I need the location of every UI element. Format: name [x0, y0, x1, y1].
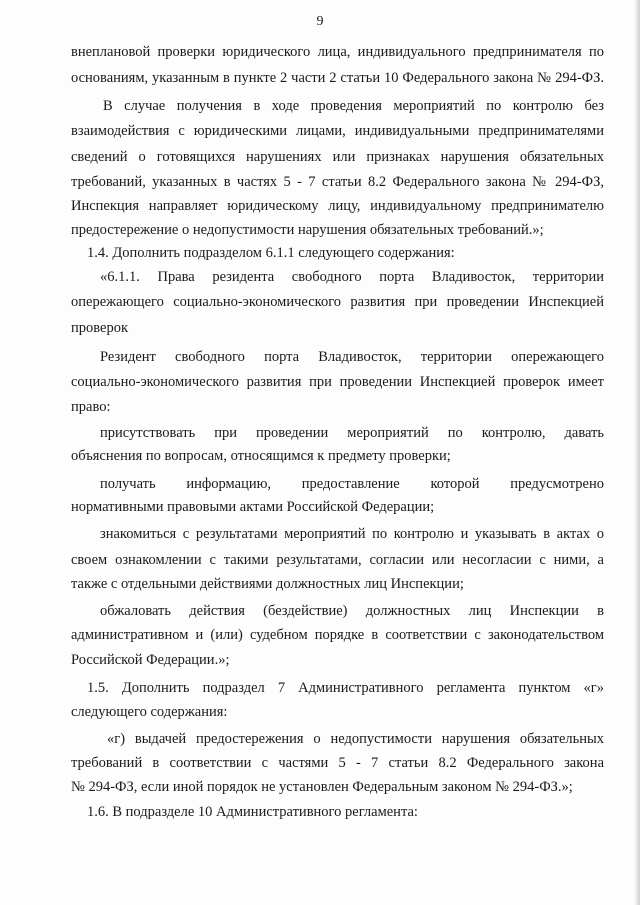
text-line: также с отдельными действиями должностных лиц Инспекции;	[71, 576, 464, 592]
text-line: 1.6. В подразделе 10 Административного регламента:	[87, 804, 418, 820]
text-line: знакомиться с результатами мероприятий по контролю и указывать в актах о	[100, 526, 604, 542]
text-line: получать информацию, предоставление которой предусмотрено	[100, 476, 604, 492]
text-line: внеплановой проверки юридического лица, индивидуального предпринимателя по	[71, 44, 604, 60]
text-line: № 294-ФЗ, если иной порядок не установлен Федеральным законом № 294-ФЗ.»;	[71, 779, 573, 795]
text-line: «6.1.1. Права резидента свободного порта Владивосток, территории	[100, 269, 604, 285]
text-line: своем ознакомлении с такими результатами, согласии или несогласии с ними, а	[71, 552, 604, 568]
text-line: «г) выдачей предостережения о недопустимости нарушения обязательных	[107, 731, 604, 747]
text-line: предостережение о недопустимости нарушения обязательных требований.»;	[71, 222, 544, 238]
text-line: следующего содержания:	[71, 704, 228, 720]
text-line: проверок	[71, 320, 129, 336]
text-line: В случае получения в ходе проведения мероприятий по контролю без	[103, 98, 604, 114]
text-line: требований, указанных в частях 5 - 7 статьи 8.2 Федерального закона № 294-ФЗ,	[71, 174, 604, 190]
text-line: опережающего социально-экономического развития при проведении Инспекцией	[71, 294, 604, 310]
text-line: право:	[71, 399, 111, 415]
text-line: нормативными правовыми актами Российской Федерации;	[71, 499, 435, 515]
text-line: Резидент свободного порта Владивосток, территории опережающего	[100, 349, 604, 365]
text-line: обжаловать действия (бездействие) должностных лиц Инспекции в	[100, 603, 604, 619]
page-number: 9	[316, 14, 324, 29]
text-line: основаниям, указанным в пункте 2 части 2 статьи 10 Федерального закона № 294-ФЗ.	[71, 70, 604, 86]
text-line: 1.5. Дополнить подраздел 7 Административного регламента пунктом «г»	[87, 680, 604, 696]
text-line: Российской Федерации.»;	[71, 652, 230, 668]
text-line: объяснения по вопросам, относящимся к предмету проверки;	[71, 448, 451, 464]
text-line: сведений о готовящихся нарушениях или признаках нарушения обязательных	[71, 149, 604, 165]
text-line: взаимодействия с юридическими лицами, индивидуальными предпринимателями	[71, 123, 604, 139]
text-line: административном и (или) судебном порядке в соответствии с законодательством	[71, 627, 604, 643]
text-line: присутствовать при проведении мероприятий по контролю, давать	[100, 425, 604, 441]
scan-edge-shadow	[634, 0, 640, 905]
text-line: социально-экономического развития при проведении Инспекцией проверок имеет	[71, 374, 604, 390]
text-line: требований в соответствии с частями 5 - 7 статьи 8.2 Федерального закона	[71, 755, 604, 771]
text-line: Инспекция направляет юридическому лицу, индивидуальному предпринимателю	[71, 198, 604, 214]
text-line: 1.4. Дополнить подразделом 6.1.1 следующего содержания:	[87, 245, 455, 261]
